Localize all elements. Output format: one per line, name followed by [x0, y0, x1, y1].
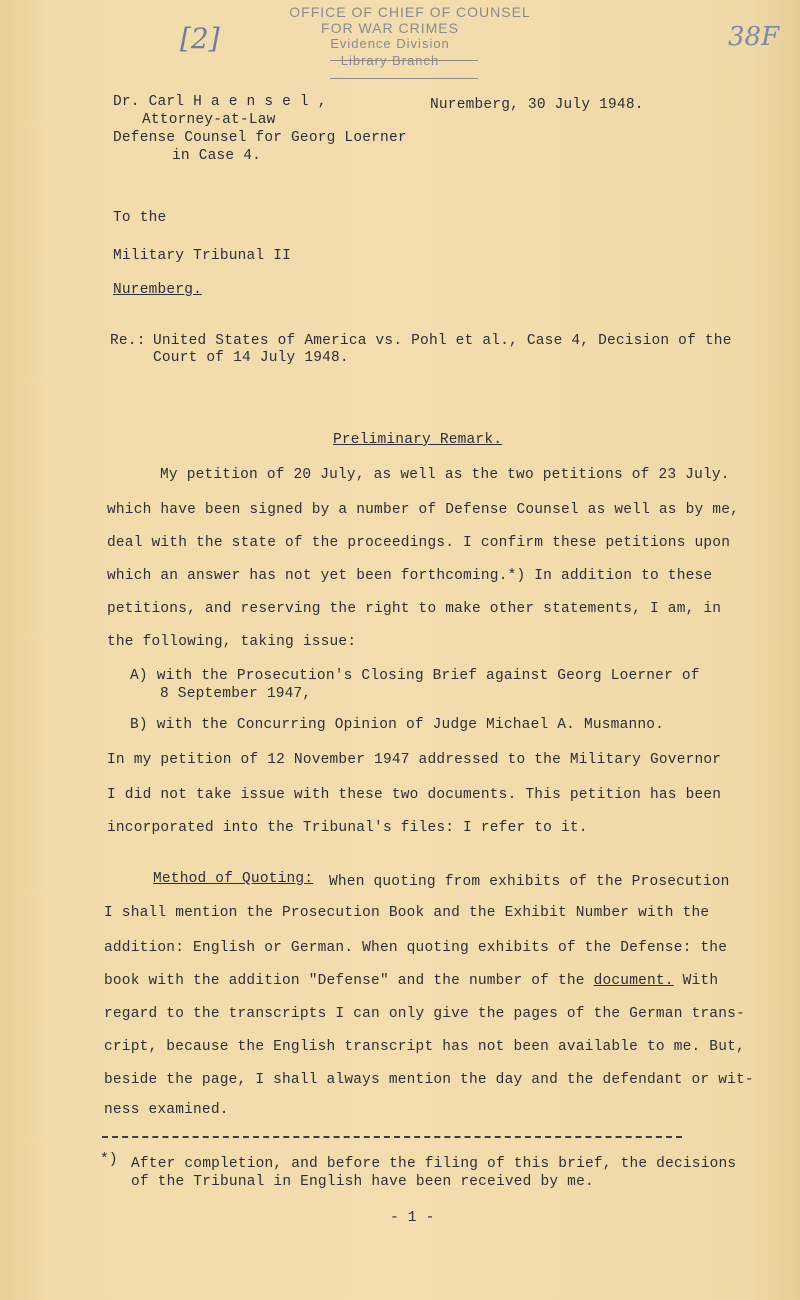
address-to: To the [113, 210, 167, 226]
address-tribunal: Military Tribunal II [113, 248, 292, 264]
quoting-line: addition: English or German. When quoting exhibits of the Defense: the [104, 940, 728, 956]
stamp-line-1: OFFICE OF CHIEF OF COUNSEL [289, 4, 531, 20]
stamp-line-4: Library Branch [340, 53, 440, 68]
footnote-line-2: of the Tribunal in English have been received by me. [131, 1174, 594, 1190]
paragraph-1-line: deal with the state of the proceedings. I confirm these petitions upon [107, 535, 731, 551]
quoting-line: ness examined. [104, 1102, 229, 1118]
paragraph-1-line: My petition of 20 July, as well as the two petitions of 23 July. [160, 467, 730, 483]
paragraph-2-line: I did not take issue with these two documents. This petition has been [107, 787, 722, 803]
archive-stamp [255, 4, 565, 68]
list-item-a-continued: 8 September 1947, [160, 686, 312, 702]
section-title: Preliminary Remark. [333, 432, 503, 448]
sender-name: Dr. Carl H a e n s e l , [113, 94, 327, 110]
list-item-a: A) with the Prosecution's Closing Brief against Georg Loerner of [130, 668, 700, 684]
page-number: - 1 - [390, 1210, 435, 1226]
document-number: 38F [728, 22, 780, 52]
re-line-1: United States of America vs. Pohl et al., Case 4, Decision of the [153, 333, 732, 349]
re-line-2: Court of 14 July 1948. [153, 350, 349, 366]
stamp-line-2: FOR WAR CRIMES [321, 20, 459, 36]
paragraph-2-line: incorporated into the Tribunal's files: I refer to it. [107, 820, 588, 836]
quoting-line: beside the page, I shall always mention the day and the defendant or wit- [104, 1072, 754, 1088]
paragraph-1-line: petitions, and reserving the right to make other statements, I am, in [107, 601, 722, 617]
quoting-line: regard to the transcripts I can only give the pages of the German trans- [104, 1006, 745, 1022]
quoting-line: I shall mention the Prosecution Book and the Exhibit Number with the [104, 905, 710, 921]
quoting-line [104, 973, 718, 989]
quoting-line: cript, because the English transcript has not been available to me. But, [104, 1039, 745, 1055]
footnote-separator [102, 1136, 682, 1138]
stamp-rule-top [330, 60, 478, 61]
paragraph-2-line: In my petition of 12 November 1947 addressed to the Military Governor [107, 752, 722, 768]
sender-role: Defense Counsel for Georg Loerner [113, 130, 407, 146]
address-city: Nuremberg. [113, 282, 203, 298]
paragraph-1-line: which an answer has not yet been forthcoming.*) In addition to these [107, 568, 713, 584]
quoting-underlined-word: document. [593, 973, 674, 989]
quoting-line-4-end: With [682, 973, 719, 989]
place-date: Nuremberg, 30 July 1948. [430, 97, 644, 113]
sender-title: Attorney-at-Law [142, 112, 276, 128]
quoting-line: When quoting from exhibits of the Prosecution [329, 874, 730, 890]
quoting-heading: Method of Quoting: [153, 871, 314, 887]
footnote-line-1: After completion, and before the filing of this brief, the decisions [131, 1156, 737, 1172]
stamp-line-3: Evidence Division [330, 36, 450, 51]
paragraph-1-line: the following, taking issue: [107, 634, 357, 650]
re-label: Re.: [110, 333, 146, 349]
quoting-line-4-start: book with the addition "Defense" and the number of the [104, 973, 585, 989]
list-item-b: B) with the Concurring Opinion of Judge Michael A. Musmanno. [130, 717, 665, 733]
footnote-marker: *) [100, 1152, 118, 1168]
stamp-rule-bottom [330, 78, 478, 79]
paragraph-1-line: which have been signed by a number of Defense Counsel as well as by me, [107, 502, 740, 518]
bracket-mark: [2] [180, 22, 220, 55]
sender-case: in Case 4. [172, 148, 262, 164]
